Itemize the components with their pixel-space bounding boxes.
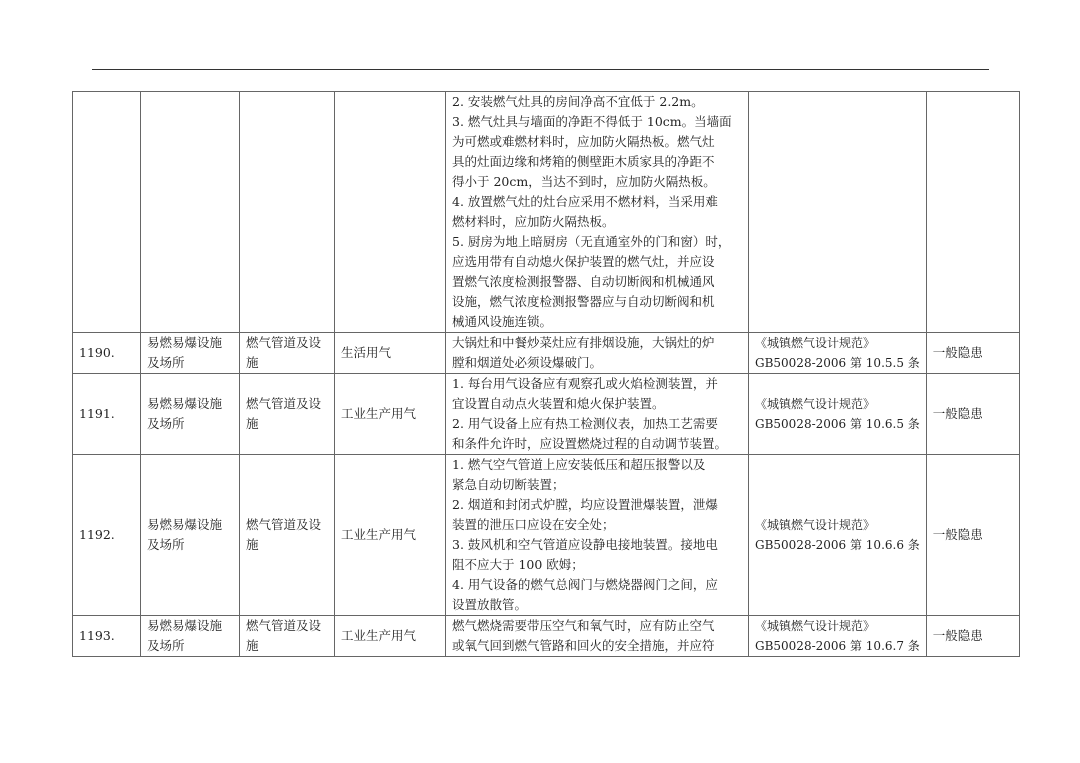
cell-requirements — [446, 92, 749, 333]
requirement-line: 设施，燃气浓度检测报警器应与自动切断阀和机 — [452, 294, 715, 309]
cell-type: 工业生产用气 — [335, 374, 446, 455]
cell-requirements — [446, 333, 749, 374]
basis-title: 《城镇燃气设计规范》 — [755, 619, 876, 633]
table-row-continuation — [73, 92, 1020, 333]
cell-category: 易燃易爆设施及场所 — [141, 374, 240, 455]
cell-basis — [749, 333, 927, 374]
cell-category: 易燃易爆设施及场所 — [141, 616, 240, 657]
requirement-line: 宜设置自动点火装置和熄火保护装置。 — [452, 396, 665, 411]
table-row — [73, 616, 1020, 657]
cell-basis — [749, 374, 927, 455]
basis-clause: GB50028-2006 第 10.6.5 条 — [755, 417, 920, 431]
requirement-line: 为可燃或难燃材料时，应加防火隔热板。燃气灶 — [452, 134, 715, 149]
requirement-line: 1. 燃气空气管道上应安装低压和超压报警以及 — [452, 457, 706, 472]
requirement-line: 大锅灶和中餐炒菜灶应有排烟设施，大锅灶的炉 — [452, 335, 715, 350]
cell-basis — [749, 455, 927, 616]
hazard-table — [72, 91, 1020, 657]
cell-level: 一般隐患 — [926, 455, 1019, 616]
cell-subcategory — [240, 92, 335, 333]
requirement-line: 置燃气浓度检测报警器、自动切断阀和机械通风 — [452, 274, 715, 289]
cell-subcategory: 燃气管道及设施 — [240, 616, 335, 657]
page-header-rule — [92, 69, 989, 70]
cell-type — [335, 92, 446, 333]
requirement-line: 2. 安装燃气灶具的房间净高不宜低于 2.2m。 — [452, 94, 704, 109]
cell-no: 1192. — [73, 455, 141, 616]
cell-requirements — [446, 616, 749, 657]
requirement-line: 设置放散管。 — [452, 597, 528, 612]
cell-level: 一般隐患 — [926, 333, 1019, 374]
basis-clause: GB50028-2006 第 10.6.6 条 — [755, 538, 920, 552]
cell-category: 易燃易爆设施及场所 — [141, 333, 240, 374]
requirement-line: 械通风设施连锁。 — [452, 314, 553, 329]
requirement-line: 1. 每台用气设备应有观察孔或火焰检测装置，并 — [452, 376, 718, 391]
requirement-line: 膛和烟道处必须设爆破门。 — [452, 355, 603, 370]
cell-type: 工业生产用气 — [335, 616, 446, 657]
table-row — [73, 374, 1020, 455]
cell-subcategory: 燃气管道及设施 — [240, 374, 335, 455]
cell-level: 一般隐患 — [926, 374, 1019, 455]
requirement-line: 或氧气回到燃气管路和回火的安全措施，并应符 — [452, 638, 715, 653]
cell-type: 生活用气 — [335, 333, 446, 374]
cell-no: 1190. — [73, 333, 141, 374]
cell-requirements — [446, 374, 749, 455]
cell-subcategory: 燃气管道及设施 — [240, 455, 335, 616]
requirement-line: 燃气燃烧需要带压空气和氧气时，应有防止空气 — [452, 618, 715, 633]
requirement-line: 4. 放置燃气灶的灶台应采用不燃材料，当采用难 — [452, 194, 718, 209]
cell-no: 1191. — [73, 374, 141, 455]
basis-title: 《城镇燃气设计规范》 — [755, 336, 876, 350]
requirement-line: 得小于 20cm，当达不到时，应加防火隔热板。 — [452, 174, 716, 189]
cell-level: 一般隐患 — [926, 616, 1019, 657]
cell-category — [141, 92, 240, 333]
requirement-line: 紧急自动切断装置； — [452, 477, 565, 492]
requirement-line: 装置的泄压口应设在安全处； — [452, 517, 615, 532]
requirement-line: 应选用带有自动熄火保护装置的燃气灶，并应设 — [452, 254, 715, 269]
requirement-line: 5. 厨房为地上暗厨房（无直通室外的门和窗）时， — [452, 234, 731, 249]
table-row — [73, 333, 1020, 374]
cell-no: 1193. — [73, 616, 141, 657]
requirement-line: 燃材料时，应加防火隔热板。 — [452, 214, 615, 229]
requirement-line: 2. 用气设备上应有热工检测仪表，加热工艺需要 — [452, 416, 718, 431]
table-row — [73, 455, 1020, 616]
basis-clause: GB50028-2006 第 10.6.7 条 — [755, 639, 920, 653]
cell-level — [926, 92, 1019, 333]
cell-basis — [749, 616, 927, 657]
cell-subcategory: 燃气管道及设施 — [240, 333, 335, 374]
requirement-line: 阻不应大于 100 欧姆； — [452, 557, 584, 572]
cell-basis — [749, 92, 927, 333]
requirement-line: 2. 烟道和封闭式炉膛，均应设置泄爆装置，泄爆 — [452, 497, 718, 512]
basis-title: 《城镇燃气设计规范》 — [755, 397, 876, 411]
requirement-line: 3. 燃气灶具与墙面的净距不得低于 10cm。当墙面 — [452, 114, 732, 129]
cell-no — [73, 92, 141, 333]
requirement-line: 和条件允许时，应设置燃烧过程的自动调节装置。 — [452, 436, 728, 451]
cell-category: 易燃易爆设施及场所 — [141, 455, 240, 616]
basis-clause: GB50028-2006 第 10.5.5 条 — [755, 356, 920, 370]
basis-title: 《城镇燃气设计规范》 — [755, 518, 876, 532]
requirement-line: 4. 用气设备的燃气总阀门与燃烧器阀门之间，应 — [452, 577, 718, 592]
cell-requirements — [446, 455, 749, 616]
requirement-line: 具的灶面边缘和烤箱的侧壁距木质家具的净距不 — [452, 154, 715, 169]
cell-type: 工业生产用气 — [335, 455, 446, 616]
requirement-line: 3. 鼓风机和空气管道应设静电接地装置。接地电 — [452, 537, 718, 552]
